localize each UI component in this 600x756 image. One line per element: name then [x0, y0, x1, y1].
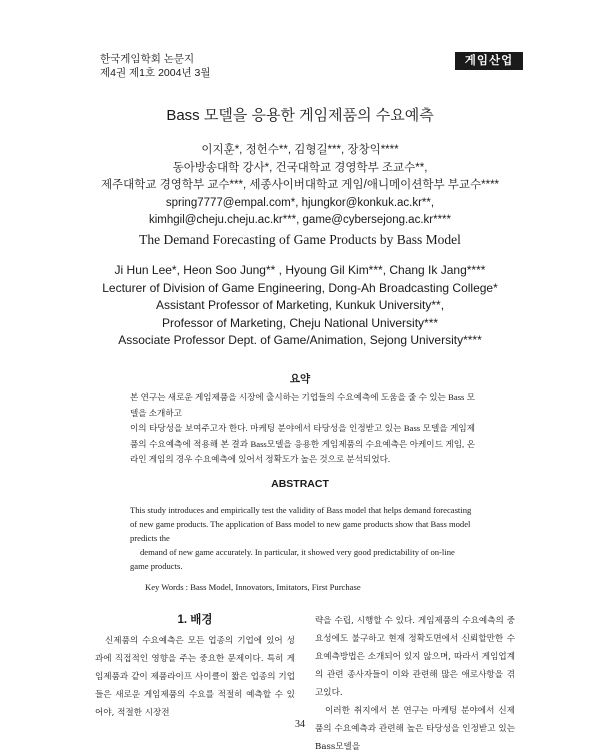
body-paragraph: 이러한 취지에서 본 연구는 마케팅 분야에서 신제품의 수요예측과 관련해 높은 타당성을 인정받고 있는 Bass모델을 [315, 706, 515, 752]
journal-name: 한국게임학회 논문지 [100, 53, 195, 65]
abstract-ko-paragraph: 이의 타당성을 보여주고자 한다. 마케팅 분야에서 타당성을 인정받고 있는 Bass 모델을 게임제품의 수요예측에 적용해 본 결과 Bass모델을 응용한 게임제품의 수요예측은 아케이드 게임, 온라인 게임의 경우 수요예측에 있어서 정확도가 높은 것으로 분석되었다. [130, 423, 475, 464]
abstract-en-paragraph: This study introduces and empirically test the validity of Bass model that helps demand forecasting of new game products. The application of Bass model to new game products show that Bass model predicts the [130, 505, 472, 543]
page-number: 34 [295, 719, 305, 730]
authors-korean [0, 142, 600, 230]
body-column-left [95, 632, 295, 722]
affiliation-en-3: Professor of Marketing, Cheju National University*** [161, 315, 439, 330]
author-names-en: Ji Hun Lee*, Heon Soo Jung** , Hyoung Gil Kim***, Chang Ik Jang**** [114, 263, 486, 277]
section-1-heading: 1. 배경 [177, 614, 213, 626]
affiliation-en-2: Assistant Professor of Marketing, Kunkuk University**, [155, 298, 445, 312]
body-paragraph: 신제품의 수요예측은 모든 업종의 기업에 있어 성과에 직접적인 영향을 주는 중요한 문제이다. 특히 게임제품과 같이 제품라이프 사이클이 짧은 업종의 기업들은 새로운 게임제품의 수요를 적절히 예측할 수 있어야, 적절한 시장전 [95, 636, 295, 718]
paper-title-korean: Bass 모델을 응용한 게임제품의 수요예측 [166, 107, 434, 124]
author-names-ko: 이지훈*, 정헌수**, 김형길***, 장창익**** [201, 144, 399, 156]
abstract-ko-heading: 요약 [289, 373, 311, 385]
journal-issue: 제4권 제1호 2004년 3월 [100, 67, 211, 79]
journal-info [100, 52, 211, 80]
abstract-korean [130, 390, 475, 468]
authors-english [0, 262, 600, 350]
body-paragraph: 략을 수립, 시행할 수 있다. 게임제품의 수요예측의 중요성에도 불구하고 현재 정확도면에서 신뢰할만한 수요예측방법은 소개되어 있지 않으며, 따라서 게임업계의 관련 종사자들이 이와 관련해 많은 애로사항을 겪고있다. [315, 616, 515, 698]
affiliation-en-1: Lecturer of Division of Game Engineering, Dong-Ah Broadcasting College* [102, 280, 498, 295]
affiliation-ko-1: 동아방송대학 강사*, 건국대학교 경영학부 조교수**, [172, 161, 428, 174]
affiliation-ko-2: 제주대학교 경영학부 교수***, 세종사이버대학교 게임/애니메이션학부 부교수**** [100, 179, 500, 191]
emails-ko-2: kimhgil@cheju.cheju.ac.kr***, game@cybersejong.ac.kr**** [148, 214, 452, 226]
body-column-right [315, 612, 515, 756]
keywords: Key Words : Bass Model, Innovators, Imitators, First Purchase [145, 582, 361, 592]
affiliation-en-4: Associate Professor Dept. of Game/Animation, Sejong University**** [118, 333, 482, 347]
abstract-ko-paragraph: 본 연구는 새로운 게임제품을 시장에 출시하는 기업들의 수요예측에 도움을 줄 수 있는 Bass 모델을 소개하고 [130, 392, 475, 418]
emails-ko-1: spring7777@empal.com*, hjungkor@konkuk.ac.kr**, [165, 196, 435, 209]
abstract-english [130, 503, 475, 573]
abstract-en-paragraph: demand of new game accurately. In particular, it showed very good predictability of on-line game products. [130, 547, 455, 571]
abstract-en-heading: ABSTRACT [271, 478, 329, 490]
paper-title-english: The Demand Forecasting of Game Products by Bass Model [139, 232, 461, 247]
section-badge: 게임산업 [455, 52, 523, 70]
